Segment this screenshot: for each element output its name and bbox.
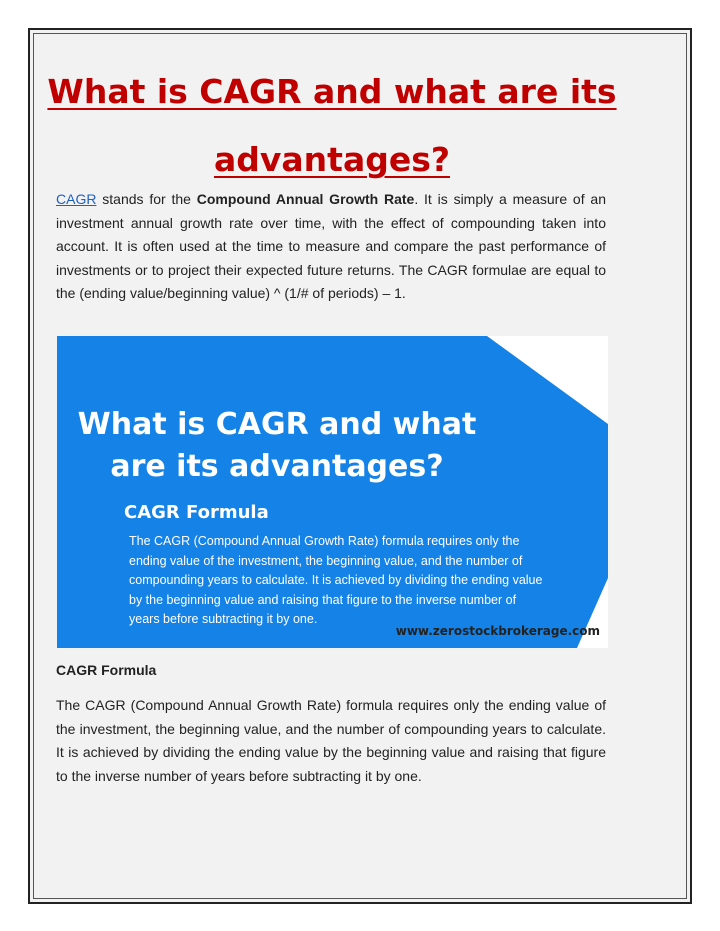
hero-body: The CAGR (Compound Annual Growth Rate) formula requires only the ending value of the investment, the beginning value, and the number of compounding years to calculate. It is achieved by dividing the ending value by the beginning value and raising that figure to the inverse number of years before subtracting it by one.: [129, 534, 543, 626]
hero-title: What is CAGR and what are its advantages?: [77, 407, 477, 484]
section-heading: CAGR Formula: [56, 662, 157, 678]
hero-subtitle: CAGR Formula: [124, 502, 269, 523]
hero-url: www.zerostockbrokerage.com: [395, 624, 600, 638]
page-title: What is CAGR and what are its advantages?: [47, 72, 617, 179]
intro-bold-term: Compound Annual Growth Rate: [196, 191, 415, 207]
section-body: The CAGR (Compound Annual Growth Rate) formula requires only the ending value of the investment, the beginning value, and the number of compounding years to calculate. It is achieved by dividing the ending value by the beginning value and raising that figure to the inverse number of years before subtracting it by one.: [56, 697, 606, 784]
hero-image: [57, 336, 608, 648]
intro-text-2: . It is simply a measure of an investment annual growth rate over time, with the effect of compounding taken into account. It is often used at the time to measure and compare the past performance of investments or to project their expected future returns. The CAGR formulae are equal to the (ending value/beginning value) ^ (1/# of periods) – 1.: [56, 191, 606, 301]
cagr-link[interactable]: CAGR: [56, 191, 97, 207]
intro-text-1: stands for the: [96, 191, 197, 207]
intro-paragraph: [56, 188, 606, 306]
